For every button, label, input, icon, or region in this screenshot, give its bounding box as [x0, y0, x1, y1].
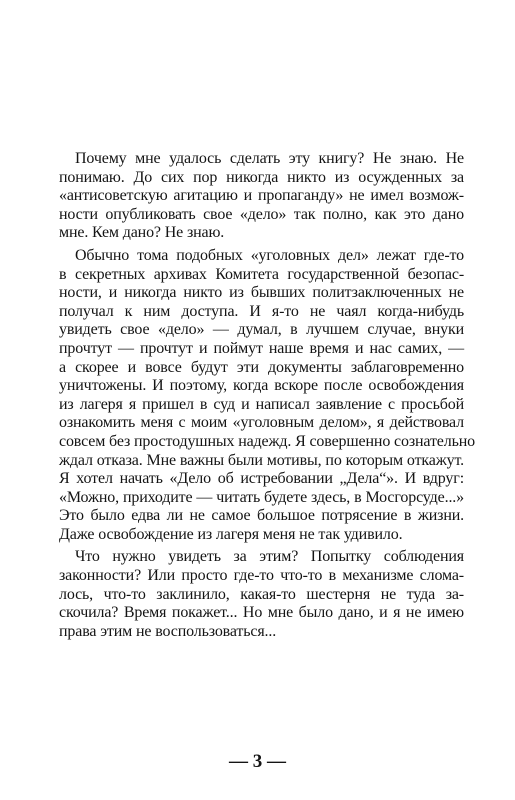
text-line: из лагеря я пришел в суд и написал заявление с просьбой	[59, 395, 464, 413]
text-line: «антисоветскую агитацию и пропаганду» не имел возмож-	[59, 187, 464, 205]
paragraph-3	[59, 548, 464, 641]
text-line: Почему мне удалось сделать эту книгу? Не знаю. Не	[75, 150, 464, 167]
text-line: права этим не воспользоваться...	[59, 622, 277, 640]
text-line: прочтут — прочтут и поймут наше время и нас самих, —	[59, 339, 464, 357]
text-line: лось, что-то заклинило, какая-то шестерня не туда за-	[59, 585, 464, 603]
body-text	[59, 150, 475, 641]
text-line: ности, и никогда никто из бывших политзаключенных не	[59, 284, 464, 302]
text-line: ждал отказа. Мне важны были мотивы, по которым откажут.	[59, 451, 464, 469]
text-line: Это было едва ли не самое большое потрясение в жизни.	[59, 507, 464, 525]
text-line: мне. Кем дано? Не знаю.	[59, 224, 225, 242]
text-line: Обычно тома подобных «уголовных дел» лежат где-то	[75, 246, 464, 264]
text-line: Что нужно увидеть за этим? Попытку соблюдения	[75, 548, 464, 566]
text-line: уничтожены. И поэтому, когда вскоре после освобождения	[59, 377, 464, 395]
text-line: «Можно, приходите — читать будете здесь, в Мосгорсуде...»	[59, 488, 464, 506]
text-line: увидеть свое «дело» — думал, в лучшем случае, внуки	[59, 321, 464, 339]
text-line: Даже освобождение из лагеря меня не так удивило.	[59, 525, 403, 543]
text-line: получал к ним доступа. И я-то не чаял когда-нибудь	[59, 302, 464, 320]
text-line: законности? Или просто где-то что-то в механизме слома-	[59, 567, 464, 585]
text-line: ности опубликовать свое «дело» так полно, как это дано	[59, 205, 464, 223]
paragraph-2	[59, 246, 475, 545]
text-line: а скорее и вовсе будут эти документы заблаговременно	[59, 358, 464, 376]
text-line: в секретных архивах Комитета государственной безопас-	[59, 265, 464, 283]
text-line: Я хотел начать «Дело об истребовании „Дела“». И вдруг:	[59, 470, 464, 488]
page-number: — 3 —	[229, 751, 286, 772]
text-line: ознакомить меня с моим «уголовным делом», я действовал	[59, 414, 464, 432]
text-line: понимаю. До сих пор никогда никто из осужденных за	[59, 168, 464, 186]
text-line: совсем без простодушных надежд. Я совершенно сознательно	[59, 432, 475, 450]
text-line: скочила? Время покажет... Но мне было дано, и я не имею	[59, 604, 464, 622]
paragraph-1	[59, 150, 464, 243]
